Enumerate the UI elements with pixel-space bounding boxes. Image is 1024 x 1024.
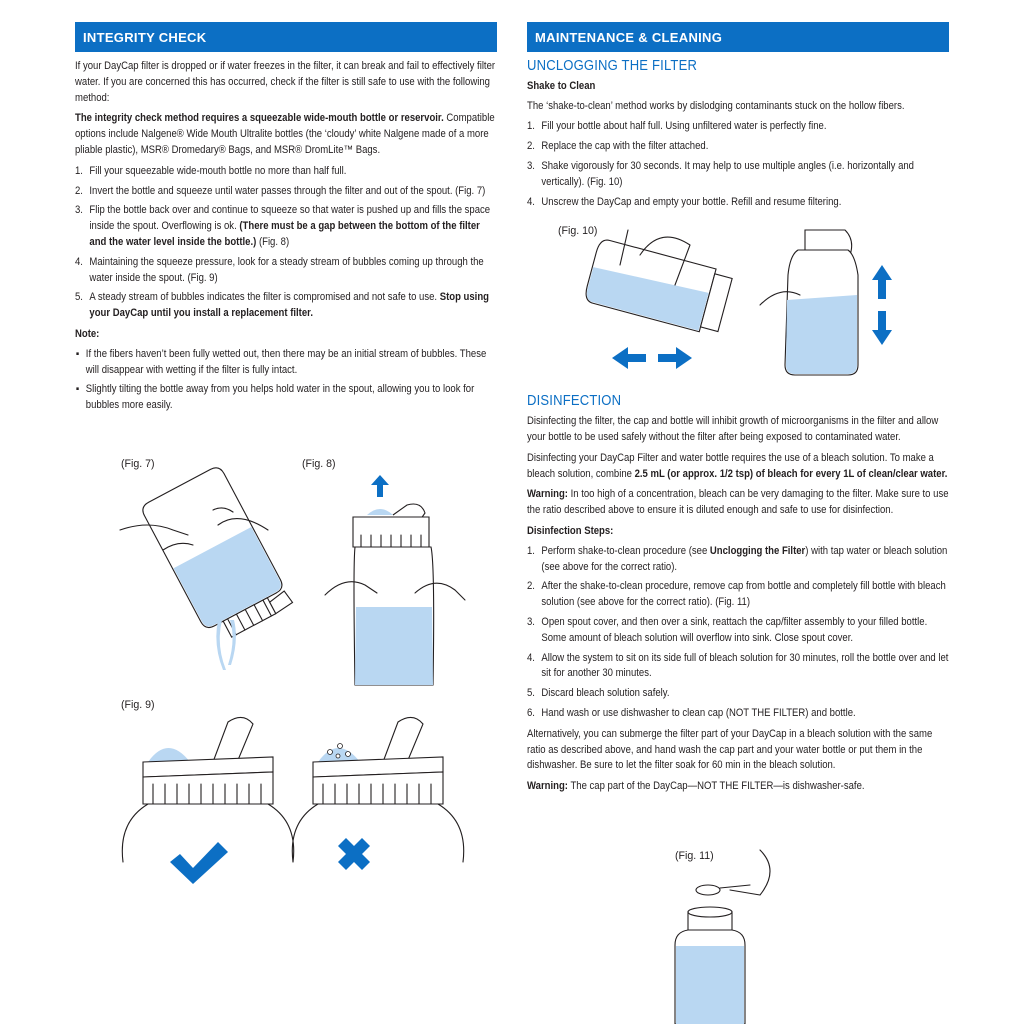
unclog-title: UNCLOGGING THE FILTER <box>527 58 698 74</box>
fig9-label: (Fig. 9) <box>121 699 155 711</box>
fig9-good <box>122 717 293 884</box>
integrity-steps <box>75 164 497 322</box>
check-icon <box>170 842 228 884</box>
arrow-up-icon <box>872 265 892 299</box>
list-item: 1. Perform shake-to-clean procedure (see Unclogging the Filter) with tap water or bleach solution (see above for the correct ratio). <box>527 544 948 573</box>
steps-title: Disinfection Steps: <box>527 524 614 537</box>
list-item: 5. Discard bleach solution safely. <box>527 687 670 700</box>
fig11-label: (Fig. 11) <box>675 850 714 862</box>
list-item: 6. Hand wash or use dishwasher to clean cap (NOT THE FILTER) and bottle. <box>527 706 856 719</box>
list-item: 2. After the shake-to-clean procedure, remove cap from bottle and completely fill bottle with bleach solution (see above for the correct ratio). (Fig. 11) <box>527 580 946 609</box>
fig7-illustration <box>118 470 278 680</box>
integrity-intro: If your DayCap filter is dropped or if water freezes in the filter, it can break and fail to effectively filter water. If you are concerned this has occurred, check if the filter is still safe to use with the following method: <box>75 60 496 104</box>
fig8-label: (Fig. 8) <box>302 458 336 470</box>
alt-text: Alternatively, you can submerge the filter part of your DayCap in a bleach solution with the same ratio as described above, and hand wash the cap part and your water bottle or put them in the dishwasher. Be sure to let the filter soak for 60 min in the bleach solution. <box>527 727 933 772</box>
shake-title: Shake to Clean <box>527 79 596 92</box>
list-item: 1. Fill your squeezable wide-mouth bottle no more than half full. <box>75 164 347 177</box>
disinfection-title: DISINFECTION <box>527 393 622 410</box>
cross-icon <box>338 838 370 870</box>
list-item: 5. A steady stream of bubbles indicates the filter is compromised and not safe to use. Stop using your DayCap until you install a replacement filter. <box>75 291 489 320</box>
shake-intro: The ‘shake-to-clean’ method works by dislodging contaminants stuck on the hollow fibers. <box>527 99 905 112</box>
fig7-label: (Fig. 7) <box>121 458 155 470</box>
list-item: 4. Allow the system to sit on its side full of bleach solution for 30 minutes, roll the bottle over and let sit for another 30 minutes. <box>527 651 949 680</box>
fig8-illustration <box>325 475 465 685</box>
list-item: 1. Fill your bottle about half full. Using unfiltered water is perfectly fine. <box>527 120 827 133</box>
arrow-left-icon <box>612 347 646 369</box>
warning-2: Warning: The cap part of the DayCap—NOT THE FILTER—is dishwasher-safe. <box>527 780 865 793</box>
fig11-illustration <box>670 850 810 1024</box>
maintenance-section <box>527 22 949 800</box>
warning-1: Warning: In too high of a concentration, bleach can be very damaging to the filter. Make sure to use the ratio described above to ensure it is diluted enough and safe to use for disinfection. <box>527 488 949 517</box>
section-header-maintenance: MAINTENANCE & CLEANING <box>527 22 949 52</box>
measuring-spoon <box>696 885 720 895</box>
integrity-body <box>75 59 497 414</box>
list-item: ▪ Slightly tilting the bottle away from you helps hold water in the spout, allowing you to look for bubbles more easily. <box>75 383 475 412</box>
disinfection-steps <box>527 544 949 722</box>
fig10-label: (Fig. 10) <box>558 225 598 237</box>
dis-p2: Disinfecting your DayCap Filter and water bottle requires the use of a bleach solution. To make a bleach solution, combine 2.5 mL (or approx. 1/2 tsp) of bleach for every 1L of clean/clear water. <box>527 451 948 480</box>
method-text: Compatible options include Nalgene® Wide Mouth Ultralite bottles (the ‘cloudy’ white Nalgene made of a more pliable plastic), MSR® Dromedary® Bags, and MSR® DromLite™ Bags. <box>75 112 495 156</box>
list-item: 4. Unscrew the DayCap and empty your bottle. Refill and resume filtering. <box>527 195 842 208</box>
arrow-down-icon <box>872 311 892 345</box>
fig9-bad <box>292 717 463 870</box>
list-item: ▪ If the fibers haven’t been fully wetted out, then there may be an initial stream of bubbles. These will disappear with wetting if the filter is fully intact. <box>75 347 487 376</box>
integrity-check-section <box>75 22 497 419</box>
fig10-illustration <box>580 225 900 375</box>
list-item: 3. Shake vigorously for 30 seconds. It may help to use multiple angles (i.e. horizontally and vertically). (Fig. 10) <box>527 159 914 188</box>
fig9-illustration <box>118 712 478 897</box>
notes-list <box>75 347 497 414</box>
arrow-up-icon <box>371 475 389 497</box>
integrity-method <box>75 111 497 158</box>
method-bold: The integrity check method requires a squeezable wide-mouth bottle or reservoir. <box>75 112 444 125</box>
list-item: 3. Open spout cover, and then over a sink, reattach the cap/filter assembly to your filled bottle. Some amount of bleach solution will overflow into sink. Close spout cover. <box>527 615 928 644</box>
list-item: 2. Replace the cap with the filter attached. <box>527 140 709 153</box>
shake-steps <box>527 119 949 210</box>
section-header-integrity: INTEGRITY CHECK <box>75 22 497 52</box>
note-label: Note: <box>75 327 100 340</box>
dis-p1: Disinfecting the filter, the cap and bottle will inhibit growth of microorganisms in the filter and allow your bottle to be used safely without the filter after being exposed to contaminated water. <box>527 415 939 443</box>
arrow-right-icon <box>658 347 692 369</box>
list-item: 2. Invert the bottle and squeeze until water passes through the filter and out of the spout. (Fig. 7) <box>75 184 486 197</box>
list-item: 4. Maintaining the squeeze pressure, look for a steady stream of bubbles coming up through the water inside the spout. (Fig. 9) <box>75 255 484 284</box>
maintenance-body <box>527 59 949 795</box>
list-item: 3. Flip the bottle back over and continue to squeeze so that water is pushed up and fills the space inside the spout. Overflowing is ok. (There must be a gap between the bottom of the filter and the water level inside the bottle.) (Fig. 8) <box>75 204 491 248</box>
